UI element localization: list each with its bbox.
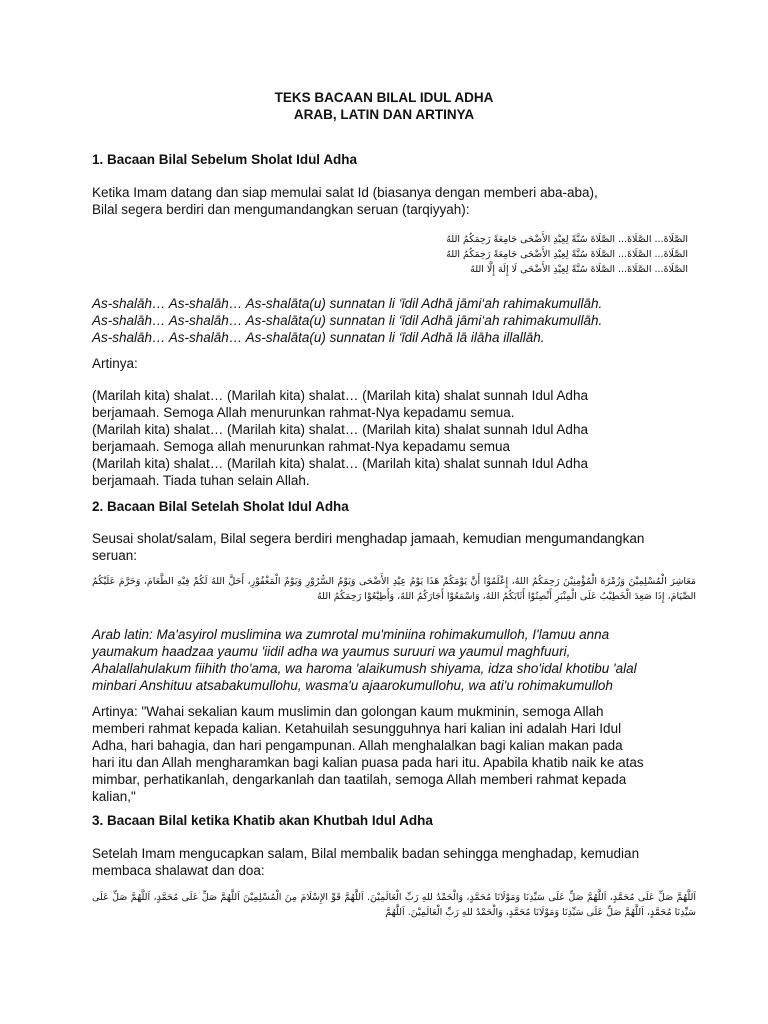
section2-heading: 2. Bacaan Bilal Setelah Sholat Idul Adha bbox=[92, 499, 349, 514]
section1-meaning bbox=[92, 387, 692, 489]
section2-meaning-line: kalian," bbox=[92, 789, 136, 804]
section2-intro-line: Seusai sholat/salam, Bilal segera berdiri menghadap jamaah, kemudian mengumandangkan bbox=[92, 531, 645, 546]
section2-arabic: مَعَاشِرَ الْمُسْلِمِيْنَ وَزُمْرَةَ الْمُؤْمِنِيْنَ رَحِمَكُمُ اللهُ، إِعْلَمُوْا أَنَّ يَوْمَكُمْ هَذَا يَوْمُ عِيْدِ الأَضْحَى وَيَوْمُ السُّرُوْرِ وَيَوْمُ الْمَغْفُوْرِ، أَحَلَّ اللهُ لَكُمْ فِيْهِ الطَّعَامَ، وَحَرَّمَ عَلَيْكُمُ الصِّيَامَ، إِذَا صَعِدَ الْخَطِيْبُ عَلَى الْمِنْبَرِ أَنْصِتُوْا أَثَابَكُمُ اللهُ، وَاسْمَعُوْا أَجَارَكُمُ اللهُ، وَأَطِيْعُوْا رَحِمَكُمُ اللهُ bbox=[92, 576, 696, 602]
section2-intro bbox=[92, 530, 692, 564]
section3-intro bbox=[92, 845, 692, 879]
section1-latin-line: As-shalāh… As-shalāh… As-shalāta(u) sunnatan li ‘īdil Adhā jāmi‘ah rahimakumullāh. bbox=[92, 313, 603, 328]
section2-meaning bbox=[92, 703, 692, 805]
section1-meaning-line: berjamaah. Semoga Allah menurunkan rahmat-Nya kepadamu semua. bbox=[92, 405, 515, 420]
section1-latin-line: As-shalāh… As-shalāh… As-shalāta(u) sunnatan li ‘īdil Adhā jāmi‘ah rahimakumullāh. bbox=[92, 296, 603, 311]
section1-latin-line: As-shalāh… As-shalāh… As-shalāta(u) sunnatan li ‘īdil Adhā lā ilāha illallāh. bbox=[92, 330, 545, 345]
section3-intro-line: Setelah Imam mengucapkan salam, Bilal membalik badan sehingga menghadap, kemudian bbox=[92, 846, 640, 861]
section2-latin-line: minbari Anshituu atsabakumullohu, wasma'u ajaarokumullohu, wa ati'u rohimakumulloh bbox=[92, 678, 613, 693]
section1-meaning-line: berjamaah. Semoga allah menurunkan rahmat-Nya kepadamu semua bbox=[92, 439, 510, 454]
section1-intro bbox=[92, 184, 692, 218]
section3-arabic: اَللَّهُمَّ صَلِّ عَلَى مُحَمَّدٍ، اَللَّهُمَّ صَلِّ عَلَى سَيِّدِنَا وَمَوْلَانَا مُحَمَّدٍ، وَالْحَمْدُ للهِ رَبِّ الْعَالَمِيْنَ. اَللَّهُمَّ قَوِّ الإِسْلَامَ مِنَ الْمُسْلِمِيْنَ اَللَّهُمَّ صَلِّ عَلَى مُحَمَّدٍ، اَللَّهُمَّ صَلِّ عَلَى سَيِّدِنَا مُحَمَّدٍ، اَللَّهُمَّ صَلِّ عَلَى سَيِّدِنَا وَمَوْلَانَا مُحَمَّدٍ، وَالْحَمْدُ للهِ رَبِّ الْعَالَمِيْنَ. اَللَّهُمَّ bbox=[92, 892, 696, 918]
section2-meaning-line: memberi rahmat kepada kalian. Ketahuilah sesungguhnya hari kalian ini adalah Hari Idul bbox=[92, 721, 622, 736]
section1-latin bbox=[92, 295, 692, 346]
section2-latin-line: Arab latin: Ma'asyirol muslimina wa zumrotal mu'miniina rohimakumulloh, I'lamuu anna bbox=[92, 627, 610, 642]
section1-meaning-line: (Marilah kita) shalat… (Marilah kita) shalat… (Marilah kita) shalat sunnah Idul Adha bbox=[92, 422, 588, 437]
document-title: TEKS BACAAN BILAL IDUL ADHA bbox=[274, 90, 494, 105]
section1-arabic-line: الصَّلَاةَ... الصَّلَاةَ... الصَّلَاةَ سُنَّةً لِعِيْدِ الأَضْحَى جَامِعَةً رَحِمَكُمُ اللهُ bbox=[446, 234, 688, 245]
section1-meaning-line: berjamaah. Tiada tuhan selain Allah. bbox=[92, 473, 310, 488]
document-subtitle: ARAB, LATIN DAN ARTINYA bbox=[293, 107, 475, 122]
section1-intro-line: Bilal segera berdiri dan mengumandangkan seruan (tarqiyyah): bbox=[92, 202, 470, 217]
section2-intro-line: seruan: bbox=[92, 548, 138, 563]
section1-heading: 1. Bacaan Bilal Sebelum Sholat Idul Adha bbox=[92, 152, 358, 167]
section1-arabic-line: الصَّلَاةَ... الصَّلَاةَ... الصَّلَاةَ سُنَّةً لِعِيْدِ الأَضْحَى جَامِعَةً رَحِمَكُمُ اللهُ bbox=[446, 249, 688, 260]
section2-meaning-line: Adha, hari bahagia, dan hari pengampunan. Allah menghalalkan bagi kalian makan pada bbox=[92, 738, 623, 753]
section1-artinya-label: Artinya: bbox=[92, 356, 138, 371]
section3-heading: 3. Bacaan Bilal ketika Khatib akan Khutbah Idul Adha bbox=[92, 813, 433, 828]
section2-latin-line: yaumakum haadzaa yaumu 'iidil adha wa yaumus suruuri wa yaumul maghfuuri, bbox=[92, 644, 571, 659]
section2-latin-line: Ahalallahulakum fiihith tho'ama, wa haroma 'alaikumush shiyama, idza sho'idal khotibu 'alal bbox=[92, 661, 637, 676]
section2-meaning-line: hari itu dan Allah mengharamkan bagi kalian puasa pada hari itu. Apabila khatib naik ke atas bbox=[92, 755, 644, 770]
section2-meaning-line: mimbar, perhatikanlah, dengarkanlah dan taatilah, semoga Allah memberi rahmat kepada bbox=[92, 772, 627, 787]
section1-intro-line: Ketika Imam datang dan siap memulai salat Id (biasanya dengan memberi aba-aba), bbox=[92, 185, 598, 200]
section1-meaning-line: (Marilah kita) shalat… (Marilah kita) shalat… (Marilah kita) shalat sunnah Idul Adha bbox=[92, 388, 588, 403]
section1-arabic-line: الصَّلَاةَ... الصَّلَاةَ... الصَّلَاةَ سُنَّةً لِعِيْدِ الأَضْحَى لَا إِلَهَ إِلَّا اللهُ bbox=[470, 264, 688, 275]
section3-intro-line: membaca shalawat dan doa: bbox=[92, 863, 265, 878]
section2-latin bbox=[92, 626, 692, 694]
section2-meaning-line: Artinya: "Wahai sekalian kaum muslimin dan golongan kaum mukminin, semoga Allah bbox=[92, 704, 604, 719]
section1-meaning-line: (Marilah kita) shalat… (Marilah kita) shalat… (Marilah kita) shalat sunnah Idul Adha bbox=[92, 456, 588, 471]
